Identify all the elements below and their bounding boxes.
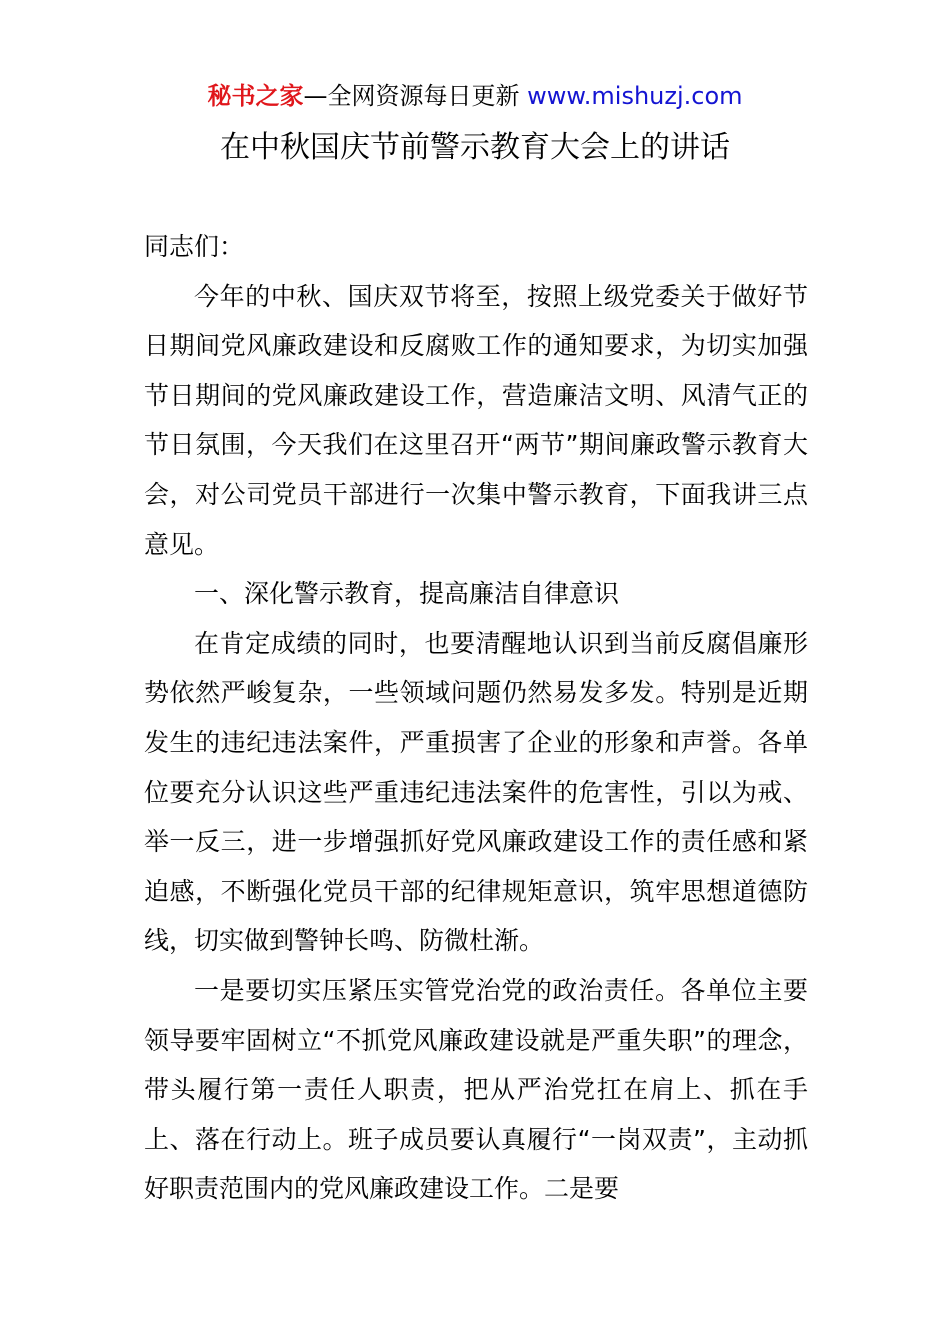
paragraph-point-1: 一是要切实压紧压实管党治党的政治责任。各单位主要领导要牢固树立“不抓党风廉政建设就是严重失职”的理念，带头履行第一责任人职责，把从严治党扛在肩上、抓在手上、落在行动上。班子成员要认真履行“一岗双责”，主动抓好职责范围内的党风廉政建设工作。二是要 <box>144 975 808 1204</box>
document-title: 在中秋国庆节前警示教育大会上的讲话 <box>220 130 730 165</box>
site-brand: 秘书之家 <box>207 82 304 110</box>
document-body <box>144 222 808 1214</box>
site-tagline: —全网资源每日更新 <box>303 82 528 110</box>
paragraph-intro: 今年的中秋、国庆双节将至，按照上级党委关于做好节日期间党风廉政建设和反腐败工作的通知要求，为切实加强节日期间的党风廉政建设工作，营造廉洁文明、风清气正的节日氛围，今天我们在这里召开“两节”期间廉政警示教育大会，对公司党员干部进行一次集中警示教育，下面我讲三点意见。 <box>144 281 808 559</box>
site-header <box>0 80 950 112</box>
paragraph-section-1: 在肯定成绩的同时，也要清醒地认识到当前反腐倡廉形势依然严峻复杂，一些领域问题仍然易发多发。特别是近期发生的违纪违法案件，严重损害了企业的形象和声誉。各单位要充分认识这些严重违纪违法案件的危害性，引以为戒、举一反三，进一步增强抓好党风廉政建设工作的责任感和紧迫感，不断强化党员干部的纪律规矩意识，筑牢思想道德防线，切实做到警钟长鸣、防微杜渐。 <box>144 628 808 956</box>
salutation: 同志们： <box>144 232 245 261</box>
section-heading-1: 一、深化警示教育，提高廉洁自律意识 <box>194 579 620 609</box>
site-url[interactable]: www.mishuzj.com <box>527 82 743 110</box>
